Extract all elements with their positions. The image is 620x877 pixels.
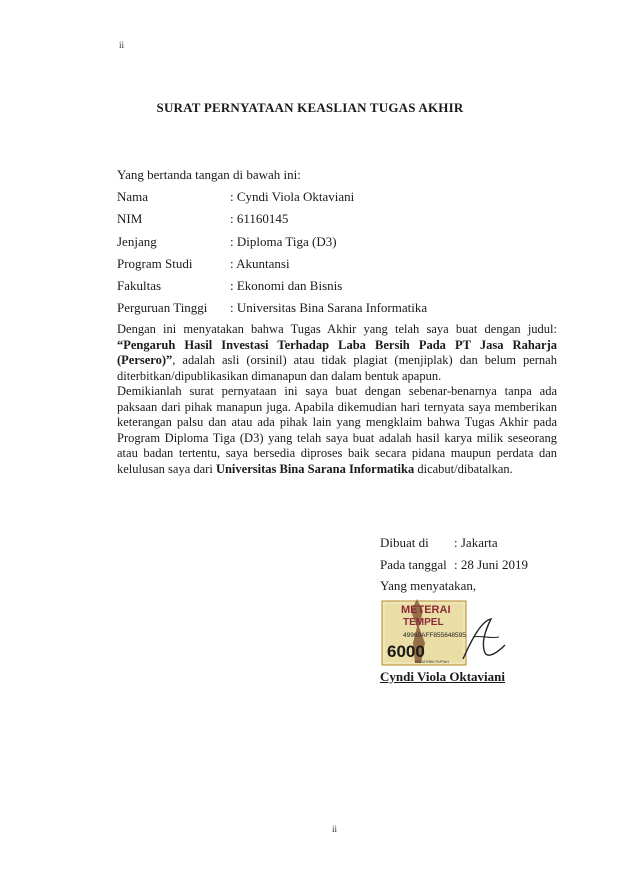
- stamp-text-1: METERAI: [401, 604, 451, 616]
- thesis-title: “Pengaruh Hasil Investasi Terhadap Laba Bersih Pada PT Jasa Raharja (Persero)”: [117, 337, 557, 367]
- paragraph-text: Demikianlah surat pernyataan ini saya buat dengan sebenar-benarnya tanpa ada paksaan dari pihak manapun juga. Apabila dikemudian hari ternyata saya memberikan keterangan palsu dan atau ada pihak lain yang mengklaim bahwa Tugas Akhir pada Program Diploma Tiga (D3) yang telah saya buat adalah hasil karya milik seseorang atau badan tertentu, saya bersedia diproses baik secara pidana maupun perdata dan kelulusan saya dari: [117, 384, 557, 476]
- paragraph-text: , adalah asli (orsinil) atau tidak plagiat (menjiplak) dan belum pernah diterbitkan/dipublikasikan dimanapun dan dalam bentuk apapun.: [117, 353, 557, 383]
- paragraph-text: dicabut/dibatalkan.: [414, 461, 513, 476]
- field-label: NIM: [117, 211, 143, 226]
- field-label: Jenjang: [117, 234, 157, 249]
- stamp-value: 6000: [387, 642, 425, 661]
- statement-paragraph-1: [117, 322, 557, 384]
- field-value: : Cyndi Viola Oktaviani: [230, 189, 355, 204]
- field-row-program-studi: [117, 256, 290, 272]
- field-value: : 61160145: [230, 211, 289, 226]
- field-row-nim: [117, 211, 288, 227]
- stamp-code: 49960AFF855648595: [403, 632, 466, 639]
- stamp-small-text: ENAM RIBU RUPIAH: [415, 660, 449, 664]
- signature-stroke: [473, 636, 499, 637]
- field-value: : Ekonomi dan Bisnis: [230, 278, 343, 293]
- field-label: Fakultas: [117, 278, 162, 293]
- field-label: Program Studi: [117, 256, 193, 271]
- page-number-top: ii: [119, 40, 125, 50]
- document-title: SURAT PERNYATAAN KEASLIAN TUGAS AKHIR: [156, 100, 464, 115]
- field-value: : Universitas Bina Sarana Informatika: [230, 300, 428, 315]
- signature-place: [380, 535, 498, 551]
- field-value: : Diploma Tiga (D3): [230, 234, 337, 249]
- university-name: Universitas Bina Sarana Informatika: [215, 461, 415, 476]
- field-value: : Akuntansi: [230, 256, 290, 271]
- signature-date: [380, 557, 528, 573]
- intro-text: Yang bertanda tangan di bawah ini:: [117, 167, 301, 182]
- signature-intro: Yang menyatakan,: [380, 578, 477, 593]
- date-label: Pada tanggal: [380, 557, 447, 572]
- meterai-stamp: [381, 597, 509, 669]
- date-value: : 28 Juni 2019: [454, 557, 529, 572]
- field-row-jenjang: [117, 234, 337, 250]
- signer-name: Cyndi Viola Oktaviani: [380, 669, 505, 684]
- field-label: Perguruan Tinggi: [117, 300, 208, 315]
- field-row-fakultas: [117, 278, 342, 294]
- field-label: Nama: [117, 189, 149, 204]
- handwritten-signature: [463, 619, 505, 659]
- statement-paragraph-2: [117, 384, 557, 477]
- place-value: : Jakarta: [454, 535, 498, 550]
- field-row-perguruan-tinggi: [117, 300, 427, 316]
- stamp-text-2: TEMPEL: [403, 617, 444, 628]
- paragraph-text: Dengan ini menyatakan bahwa Tugas Akhir yang telah saya buat dengan judul:: [117, 322, 557, 336]
- page-number-bottom: ii: [332, 824, 338, 834]
- place-label: Dibuat di: [380, 535, 429, 550]
- field-row-nama: [117, 189, 354, 205]
